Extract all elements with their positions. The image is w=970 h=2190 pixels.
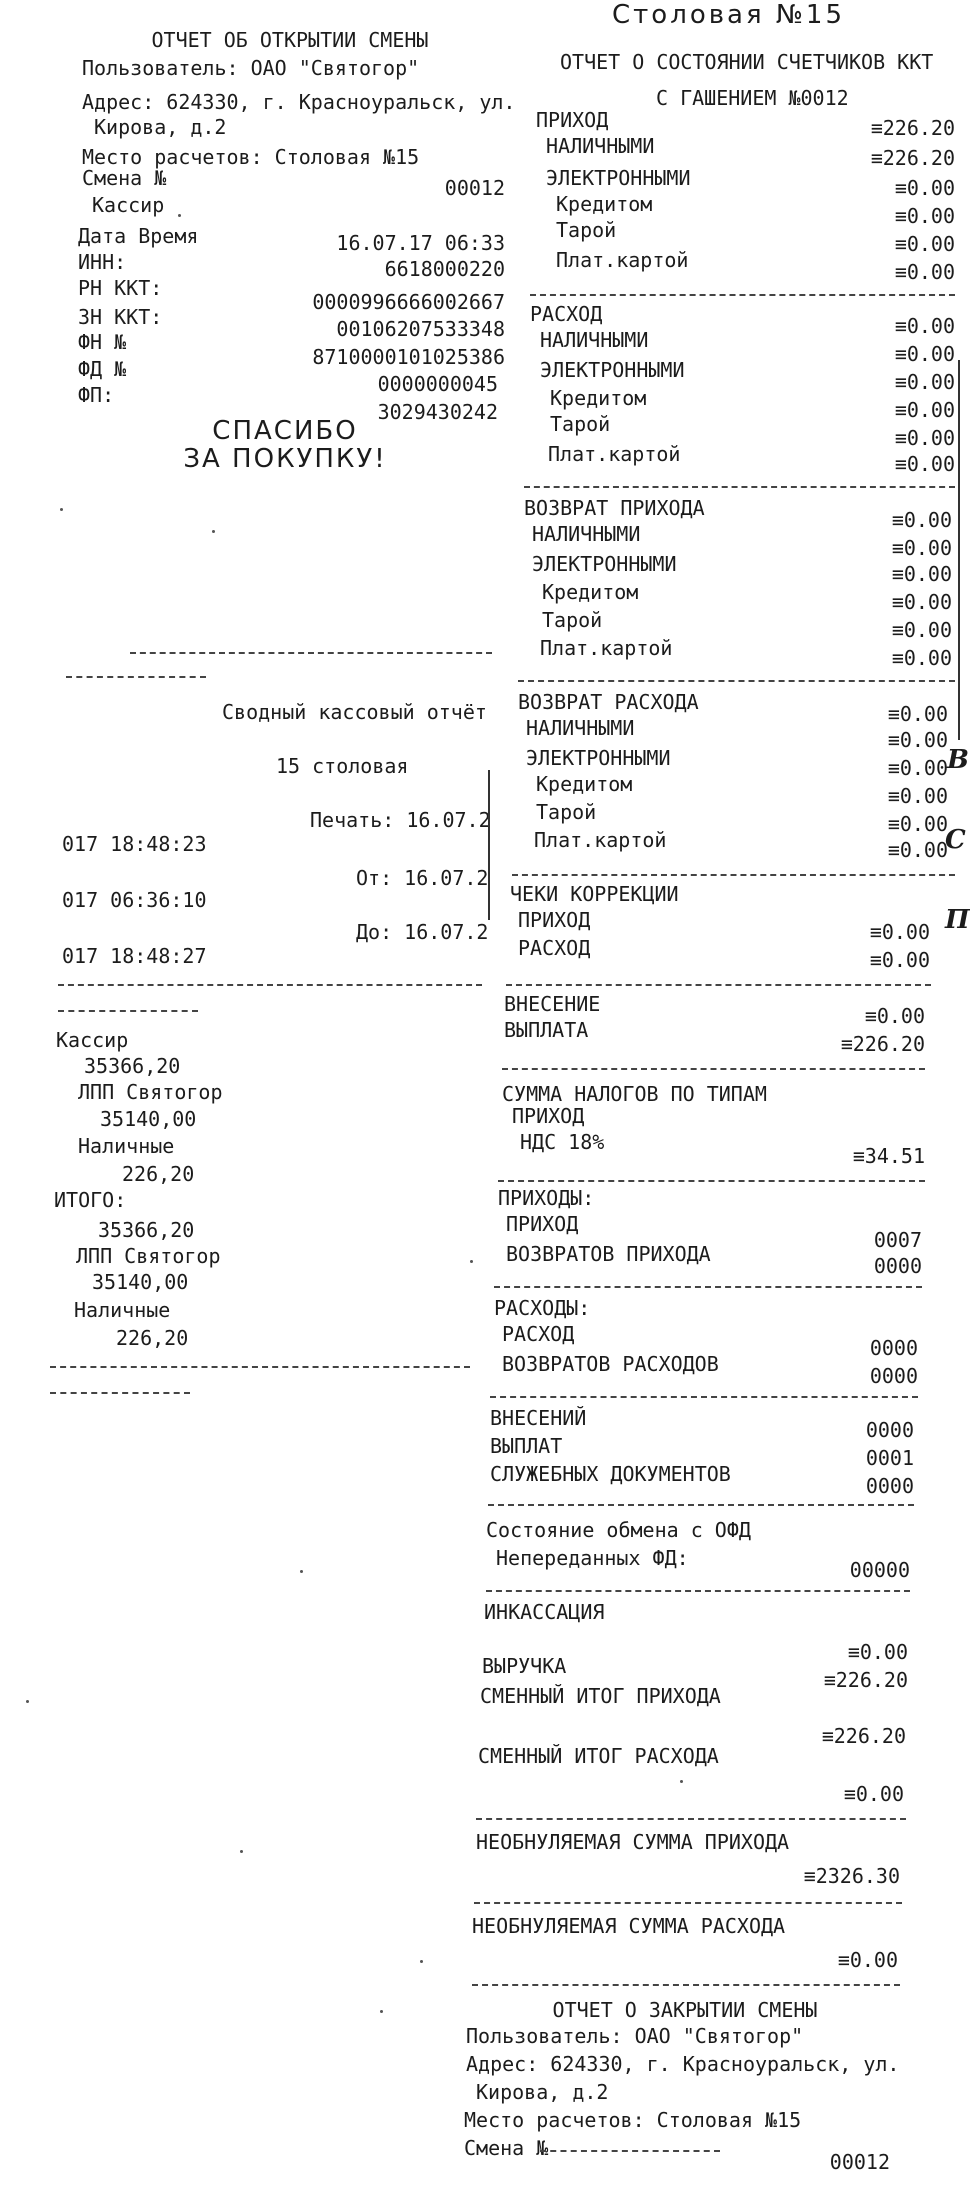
summary-separator-short <box>58 1010 198 1012</box>
docs-service-label: СЛУЖЕБНЫХ ДОКУМЕНТОВ <box>490 1462 731 1486</box>
expenses-return-value: 0000 <box>869 1364 918 1388</box>
tax-vat-label: НДС 18% <box>520 1130 605 1154</box>
group-expense-return-item-card: Плат.картой <box>534 828 667 852</box>
counters-separator <box>488 1504 914 1506</box>
corrections-expense-value: ≡0.00 <box>869 948 930 972</box>
counters-separator <box>512 874 955 876</box>
summary-print-continuation: 017 18:48:23 <box>62 832 207 856</box>
opening-shift-value: 00012 <box>444 176 505 200</box>
group-income-item-electronic: ЭЛЕКТРОННЫМИ <box>546 166 691 190</box>
deposit-value: ≡0.00 <box>864 1004 925 1028</box>
opening-shift-label: Смена № <box>82 166 167 190</box>
incomes-return-value: 0000 <box>873 1254 922 1278</box>
opening-user: Пользователь: ОАО "Святогор" <box>82 56 420 80</box>
group-income-return-item-card: Плат.картой <box>540 636 673 660</box>
summary-line-amount: 35366,20 <box>98 1218 195 1242</box>
group-income-item-credit: Кредитом <box>556 192 653 216</box>
group-expense-return-item-cash-value: ≡0.00 <box>887 728 948 752</box>
summary-from-continuation: 017 06:36:10 <box>62 888 207 912</box>
group-expense-item-cash: НАЛИЧНЫМИ <box>540 328 649 352</box>
opening-inn-label: ИНН: <box>78 250 127 274</box>
summary-print-label: Печать: 16.07.2 <box>310 808 491 832</box>
group-income-head-value: ≡226.20 <box>870 116 955 140</box>
group-expense-return-item-tare-value: ≡0.00 <box>887 812 948 836</box>
opening-separator-short <box>66 676 206 678</box>
group-expense-return-item-electronic-value: ≡0.00 <box>887 756 948 780</box>
group-expense-return-item-tare: Тарой <box>536 800 597 824</box>
group-income-return-item-electronic-value: ≡0.00 <box>891 562 952 586</box>
group-expense-return-item-credit-value: ≡0.00 <box>887 784 948 808</box>
group-expense-head: РАСХОД <box>530 302 603 326</box>
group-expense-item-tare: Тарой <box>550 412 611 436</box>
tax-head: СУММА НАЛОГОВ ПО ТИПАМ <box>502 1082 767 1106</box>
group-income-return-item-tare-value: ≡0.00 <box>891 618 952 642</box>
counters-separator <box>530 294 955 296</box>
summary-line-amount: 226,20 <box>116 1326 189 1350</box>
group-income-return-head-value: ≡0.00 <box>891 508 952 532</box>
closing-shift-dash <box>540 2150 720 2152</box>
group-income-return-item-cash-value: ≡0.00 <box>891 536 952 560</box>
group-income-item-card-value: ≡0.00 <box>894 260 955 284</box>
incomes-head: ПРИХОДЫ: <box>498 1186 595 1210</box>
docs-payouts-value: 0001 <box>865 1446 914 1470</box>
group-income-return-item-electronic: ЭЛЕКТРОННЫМИ <box>532 552 677 576</box>
expenses-head: РАСХОДЫ: <box>494 1296 591 1320</box>
incomes-income-value: 0007 <box>873 1228 922 1252</box>
group-expense-item-electronic-value: ≡0.00 <box>894 370 955 394</box>
summary-separator-top <box>58 984 482 986</box>
closing-address-line2: Кирова, д.2 <box>476 2080 609 2104</box>
docs-service-value: 0000 <box>865 1474 914 1498</box>
docs-deposits-label: ВНЕСЕНИЙ <box>490 1406 587 1430</box>
opening-rn-label: РН ККТ: <box>78 276 163 300</box>
summary-line-company: ЛПП Святогор <box>78 1080 223 1104</box>
scan-speck <box>680 1780 683 1783</box>
scan-speck <box>300 1570 303 1573</box>
opening-fd-label: ФД № <box>78 357 127 381</box>
summary-line-amount: 35140,00 <box>92 1270 189 1294</box>
group-expense-return-item-credit: Кредитом <box>536 772 633 796</box>
group-income-item-credit-value: ≡0.00 <box>894 204 955 228</box>
opening-zn-value: 00106207533348 <box>336 317 505 341</box>
closing-address-line1: Адрес: 624330, г. Красноуральск, ул. <box>466 2052 900 2076</box>
group-income-return-item-card-value: ≡0.00 <box>891 646 952 670</box>
summary-title: Сводный кассовый отчёт <box>222 700 487 724</box>
counters-separator <box>474 1902 902 1904</box>
opening-address-line2: Кирова, д.2 <box>94 115 227 139</box>
revenue-label: ВЫРУЧКА <box>482 1654 567 1678</box>
group-income-item-cash: НАЛИЧНЫМИ <box>546 134 655 158</box>
opening-fp-label: ФП: <box>78 383 115 407</box>
scan-speck <box>470 1260 473 1263</box>
group-income-return-item-credit-value: ≡0.00 <box>891 590 952 614</box>
summary-subtitle: 15 столовая <box>276 754 409 778</box>
shift-expense-value: ≡0.00 <box>843 1782 904 1806</box>
opening-address-line1: Адрес: 624330, г. Красноуральск, ул. <box>82 90 516 114</box>
edge-border <box>958 360 960 740</box>
opening-title: ОТЧЕТ ОБ ОТКРЫТИИ СМЕНЫ <box>151 28 429 52</box>
opening-thanks-line2: ЗА ПОКУПКУ! <box>183 444 387 474</box>
collection-value: ≡0.00 <box>847 1640 908 1664</box>
counters-store-name: Столовая №15 <box>612 0 846 30</box>
closing-place: Место расчетов: Столовая №15 <box>464 2108 802 2132</box>
counters-separator <box>476 1818 906 1820</box>
opening-cashier: Кассир <box>92 193 165 217</box>
group-expense-return-item-electronic: ЭЛЕКТРОННЫМИ <box>526 746 671 770</box>
summary-line-amount: 35366,20 <box>84 1054 181 1078</box>
ofd-value: 00000 <box>849 1558 910 1582</box>
group-expense-item-electronic: ЭЛЕКТРОННЫМИ <box>540 358 685 382</box>
shift-income-label: СМЕННЫЙ ИТОГ ПРИХОДА <box>480 1684 721 1708</box>
group-expense-return-item-card-value: ≡0.00 <box>887 838 948 862</box>
summary-separator-short <box>50 1392 190 1394</box>
group-expense-return-head: ВОЗВРАТ РАСХОДА <box>518 690 699 714</box>
tax-vat-value: ≡34.51 <box>852 1144 925 1168</box>
shift-expense-label: СМЕННЫЙ ИТОГ РАСХОДА <box>478 1744 719 1768</box>
payout-value: ≡226.20 <box>840 1032 925 1056</box>
group-income-return-item-credit: Кредитом <box>542 580 639 604</box>
group-expense-return-head-value: ≡0.00 <box>887 702 948 726</box>
corrections-income-label: ПРИХОД <box>518 908 591 932</box>
opening-fn-label: ФН № <box>78 330 127 354</box>
closing-shift-label: Смена № <box>464 2136 549 2160</box>
group-income-return-item-cash: НАЛИЧНЫМИ <box>532 522 641 546</box>
scan-speck <box>60 508 63 511</box>
counters-separator <box>490 1396 918 1398</box>
counters-separator <box>494 1286 922 1288</box>
shift-income-value: ≡226.20 <box>821 1724 906 1748</box>
group-income-item-electronic-value: ≡0.00 <box>894 176 955 200</box>
nonzero-income-label: НЕОБНУЛЯЕМАЯ СУММА ПРИХОДА <box>476 1830 790 1854</box>
summary-cut-line <box>488 770 490 920</box>
group-income-item-card: Плат.картой <box>556 248 689 272</box>
counters-separator <box>518 680 955 682</box>
group-income-item-cash-value: ≡226.20 <box>870 146 955 170</box>
counters-separator <box>502 1068 925 1070</box>
ofd-label: Непереданных ФД: <box>496 1546 689 1570</box>
corrections-income-value: ≡0.00 <box>869 920 930 944</box>
scan-speck <box>26 1700 29 1703</box>
summary-line-company: ЛПП Святогор <box>76 1244 221 1268</box>
closing-shift-value: 00012 <box>829 2150 890 2174</box>
expenses-return-label: ВОЗВРАТОВ РАСХОДОВ <box>502 1352 719 1376</box>
collection-label: ИНКАССАЦИЯ <box>484 1600 605 1624</box>
opening-thanks-line1: СПАСИБО <box>212 416 358 446</box>
group-income-return-item-tare: Тарой <box>542 608 603 632</box>
edge-letter-v: В <box>947 745 969 775</box>
summary-line-cash: Наличные <box>78 1134 175 1158</box>
scan-speck <box>240 1850 243 1853</box>
opening-separator <box>130 652 492 654</box>
group-income-item-tare-value: ≡0.00 <box>894 232 955 256</box>
opening-fp-value: 3029430242 <box>377 400 498 424</box>
docs-deposits-value: 0000 <box>865 1418 914 1442</box>
group-income-item-tare: Тарой <box>556 218 617 242</box>
nonzero-income-value: ≡2326.30 <box>803 1864 900 1888</box>
counters-title-line1: ОТЧЕТ О СОСТОЯНИИ СЧЕТЧИКОВ ККТ <box>560 50 934 74</box>
opening-zn-label: ЗН ККТ: <box>78 305 163 329</box>
nonzero-expense-value: ≡0.00 <box>837 1948 898 1972</box>
summary-line-cashier: Кассир <box>56 1028 129 1052</box>
summary-separator-bottom <box>50 1366 470 1368</box>
deposit-label: ВНЕСЕНИЕ <box>504 992 601 1016</box>
group-income-head: ПРИХОД <box>536 108 609 132</box>
scan-speck <box>380 2010 383 2013</box>
edge-letter-s: С <box>945 825 966 855</box>
counters-title-line2: С ГАШЕНИЕМ №0012 <box>656 86 849 110</box>
counters-separator <box>498 1180 925 1182</box>
revenue-value: ≡226.20 <box>823 1668 908 1692</box>
nonzero-expense-label: НЕОБНУЛЯЕМАЯ СУММА РАСХОДА <box>472 1914 786 1938</box>
summary-line-amount: 35140,00 <box>100 1107 197 1131</box>
expenses-expense-value: 0000 <box>869 1336 918 1360</box>
payout-label: ВЫПЛАТА <box>504 1018 589 1042</box>
group-expense-item-tare-value: ≡0.00 <box>894 426 955 450</box>
scan-speck <box>420 1960 423 1963</box>
corrections-expense-label: РАСХОД <box>518 936 591 960</box>
scan-speck <box>212 530 215 533</box>
group-expense-item-card: Плат.картой <box>548 442 681 466</box>
group-expense-head-value: ≡0.00 <box>894 314 955 338</box>
counters-separator <box>506 984 931 986</box>
opening-rn-value: 0000996666002667 <box>312 290 505 314</box>
closing-user: Пользователь: ОАО "Святогор" <box>466 2024 804 2048</box>
summary-line-total: ИТОГО: <box>54 1188 127 1212</box>
incomes-income-label: ПРИХОД <box>506 1212 579 1236</box>
opening-place: Место расчетов: Столовая №15 <box>82 145 420 169</box>
scan-speck <box>178 214 181 217</box>
group-income-return-head: ВОЗВРАТ ПРИХОДА <box>524 496 705 520</box>
opening-fn-value: 8710000101025386 <box>312 345 505 369</box>
opening-fd-value: 0000000045 <box>377 372 498 396</box>
summary-from-label: От: 16.07.2 <box>356 866 489 890</box>
expenses-expense-label: РАСХОД <box>502 1322 575 1346</box>
counters-separator <box>486 1590 910 1592</box>
group-expense-item-credit: Кредитом <box>550 386 647 410</box>
summary-to-label: До: 16.07.2 <box>356 920 489 944</box>
docs-payouts-label: ВЫПЛАТ <box>490 1434 563 1458</box>
counters-separator <box>524 486 955 488</box>
counters-separator <box>472 1984 900 1986</box>
summary-line-cash: Наличные <box>74 1298 171 1322</box>
group-expense-item-cash-value: ≡0.00 <box>894 342 955 366</box>
group-expense-return-item-cash: НАЛИЧНЫМИ <box>526 716 635 740</box>
corrections-head: ЧЕКИ КОРРЕКЦИИ <box>510 882 679 906</box>
closing-title: ОТЧЕТ О ЗАКРЫТИИ СМЕНЫ <box>552 1998 818 2022</box>
summary-line-amount: 226,20 <box>122 1162 195 1186</box>
summary-to-continuation: 017 18:48:27 <box>62 944 207 968</box>
incomes-return-label: ВОЗВРАТОВ ПРИХОДА <box>506 1242 711 1266</box>
tax-sub: ПРИХОД <box>512 1104 585 1128</box>
group-expense-item-credit-value: ≡0.00 <box>894 398 955 422</box>
edge-letter-p: П <box>945 905 970 935</box>
opening-date-value: 16.07.17 06:33 <box>336 231 505 255</box>
opening-date-label: Дата Время <box>78 224 199 248</box>
group-expense-item-card-value: ≡0.00 <box>894 452 955 476</box>
ofd-head: Состояние обмена с ОФД <box>486 1518 751 1542</box>
opening-inn-value: 6618000220 <box>384 257 505 281</box>
